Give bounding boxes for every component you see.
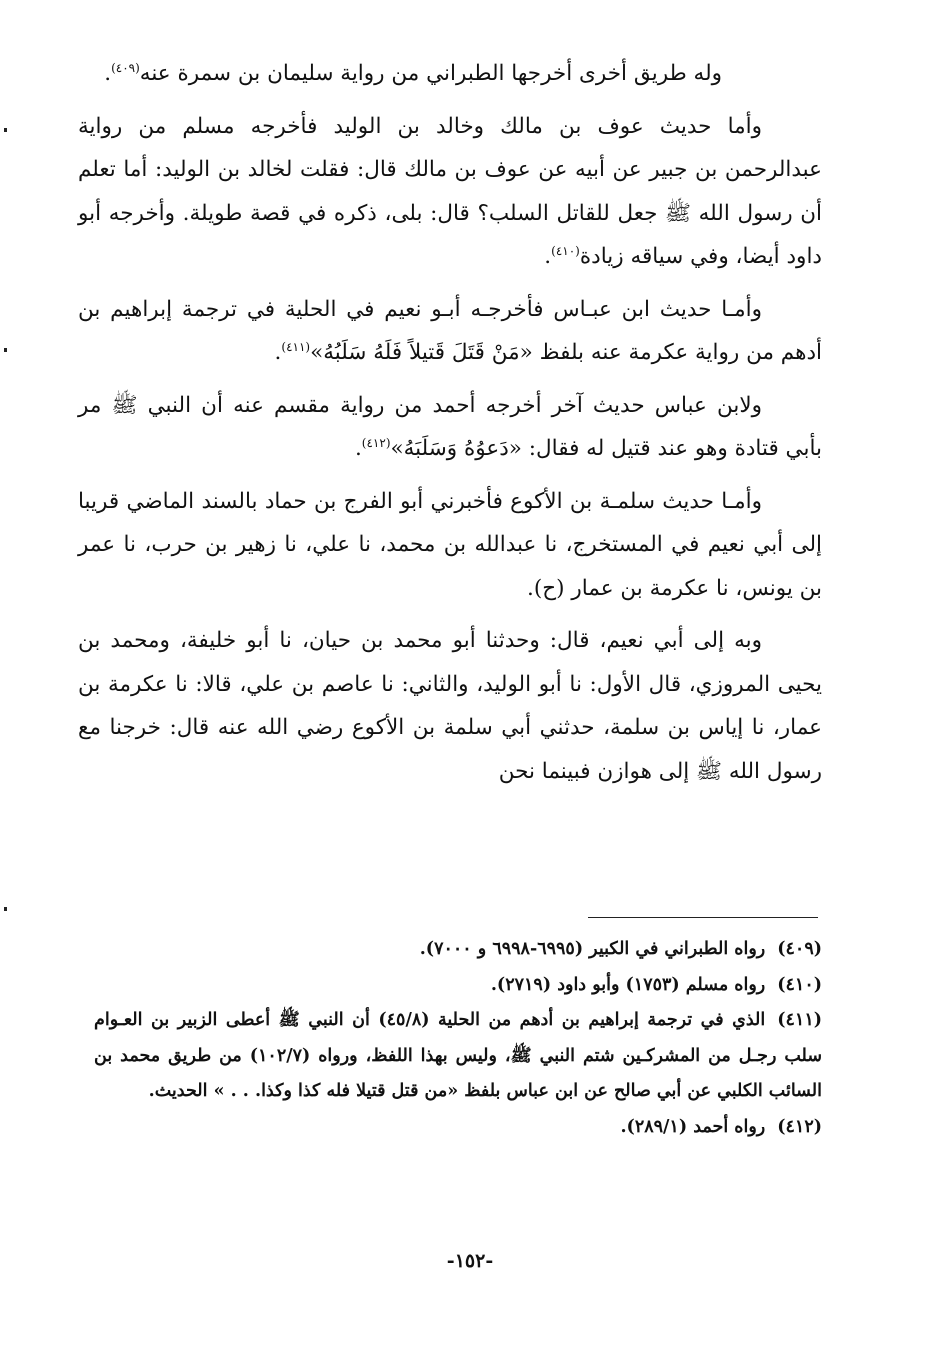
paragraph-text: وأمـا حديث سلمـة بن الأكوع فأخبرني أبو الفرج بن حماد بالسند الماضي قريبا إلى أبي نعيم في المستخرج، نا عبدالله بن محمد، نا علي، نا زهير بن حرب، نا عمر بن يونس، نا عكرمة بن عمار (ح). bbox=[78, 488, 822, 601]
footnote-text: رواه أحمد (٢٨٩/١). bbox=[620, 1116, 766, 1137]
paragraph-tail: . bbox=[354, 436, 362, 461]
paragraph-tail: . bbox=[274, 340, 282, 365]
body-text bbox=[78, 52, 822, 802]
paragraph bbox=[78, 384, 822, 471]
scan-edge-mark bbox=[4, 128, 7, 132]
footnote bbox=[94, 968, 822, 1004]
paragraph-text: وله طريق أخرى أخرجها الطبراني من رواية سليمان بن سمرة عنه bbox=[139, 61, 722, 86]
paragraph-text: وأما حديث عوف بن مالك وخالد بن الوليد فأخرجه مسلم من رواية عبدالرحمن بن جبير عن أبيه عن عوف بن مالك قال: فقلت لخالد بن الوليد: أما تعلم أن رسول الله ﷺ جعل للقاتل السلب؟ قال: بلى، ذكره في قصة طويلة. وأخرجه أبو داود أيضا، وفي سياقه زيادة bbox=[78, 113, 822, 269]
paragraph bbox=[78, 52, 822, 96]
paragraph-tail: . bbox=[104, 61, 112, 86]
footnote-separator bbox=[588, 917, 818, 918]
footnote-ref: (٤١١) bbox=[281, 339, 311, 354]
paragraph-text: وأمـا حديث ابن عبـاس فأخرجـه أبـو نعيم في الحلية في ترجمة إبراهيم بن أدهم من رواية عكرمة عنه بلفظ «مَنْ قَتَلَ قَتيلاً فَلَهُ سَلَبُهُ» bbox=[78, 296, 822, 365]
footnote-ref: (٤١٢) bbox=[361, 435, 391, 450]
footnote bbox=[94, 1110, 822, 1146]
footnote-ref: (٤١٠) bbox=[551, 243, 580, 258]
footnote-text: رواه مسلم (١٧٥٣) وأبو داود (٢٧١٩). bbox=[490, 974, 766, 995]
scan-edge-mark bbox=[4, 348, 7, 352]
footnote bbox=[94, 1003, 822, 1110]
paragraph-tail: . bbox=[544, 244, 552, 269]
footnotes bbox=[94, 932, 822, 1145]
footnote-number: (٤١١) bbox=[777, 1010, 822, 1030]
paragraph bbox=[78, 480, 822, 611]
paragraph-text: ولابن عباس حديث آخر أخرجه أحمد من رواية مقسم عنه أن النبي ﷺ مر بأبي قتادة وهو عند قتيل له فقال: «دَعوُهُ وَسَلَبَهُ» bbox=[78, 392, 822, 461]
paragraph bbox=[78, 288, 822, 375]
footnote-number: (٤١٠) bbox=[777, 974, 822, 995]
footnote-number: (٤١٢) bbox=[777, 1116, 822, 1137]
footnote bbox=[94, 932, 822, 968]
paragraph bbox=[78, 105, 822, 279]
footnote-text: رواه الطبراني في الكبير (٦٩٩٥-٦٩٩٨ و ٧٠٠٠). bbox=[419, 939, 766, 959]
page-number: -١٥٢- bbox=[446, 1250, 494, 1272]
paragraph bbox=[78, 619, 822, 793]
scan-edge-mark bbox=[4, 907, 7, 911]
footnote-text: الذي في ترجمة إبراهيم بن أدهم من الحلية (٤٥/٨) أن النبي ﷺ أعطى الزبير بن العـوام سلب رجـل من المشركـين شتم النبي ﷺ، وليس بهذا اللفظ، ورواه (١٠٢/٧) من طريق محمد بن السائب الكلبي عن أبي صالح عن ابن عباس بلفظ «من قتل قتيلا فله كذا وكذا. . . » الحديث. bbox=[94, 1010, 822, 1101]
footnote-number: (٤٠٩) bbox=[777, 939, 822, 959]
paragraph-text: وبه إلى أبي نعيم، قال: وحدثنا أبو محمد بن حيان، نا أبو خليفة، ومحمد بن يحيى المروزي، قال الأول: نا أبو الوليد، والثاني: نا عاصم بن علي، قالا: نا عكرمة بن عمار، نا إياس بن سلمة، حدثني أبي سلمة بن الأكوع رضي الله عنه قال: خرجنا مع رسول الله ﷺ إلى هوازن فبينما نحن bbox=[78, 628, 822, 784]
footnote-ref: (٤٠٩) bbox=[111, 60, 140, 75]
